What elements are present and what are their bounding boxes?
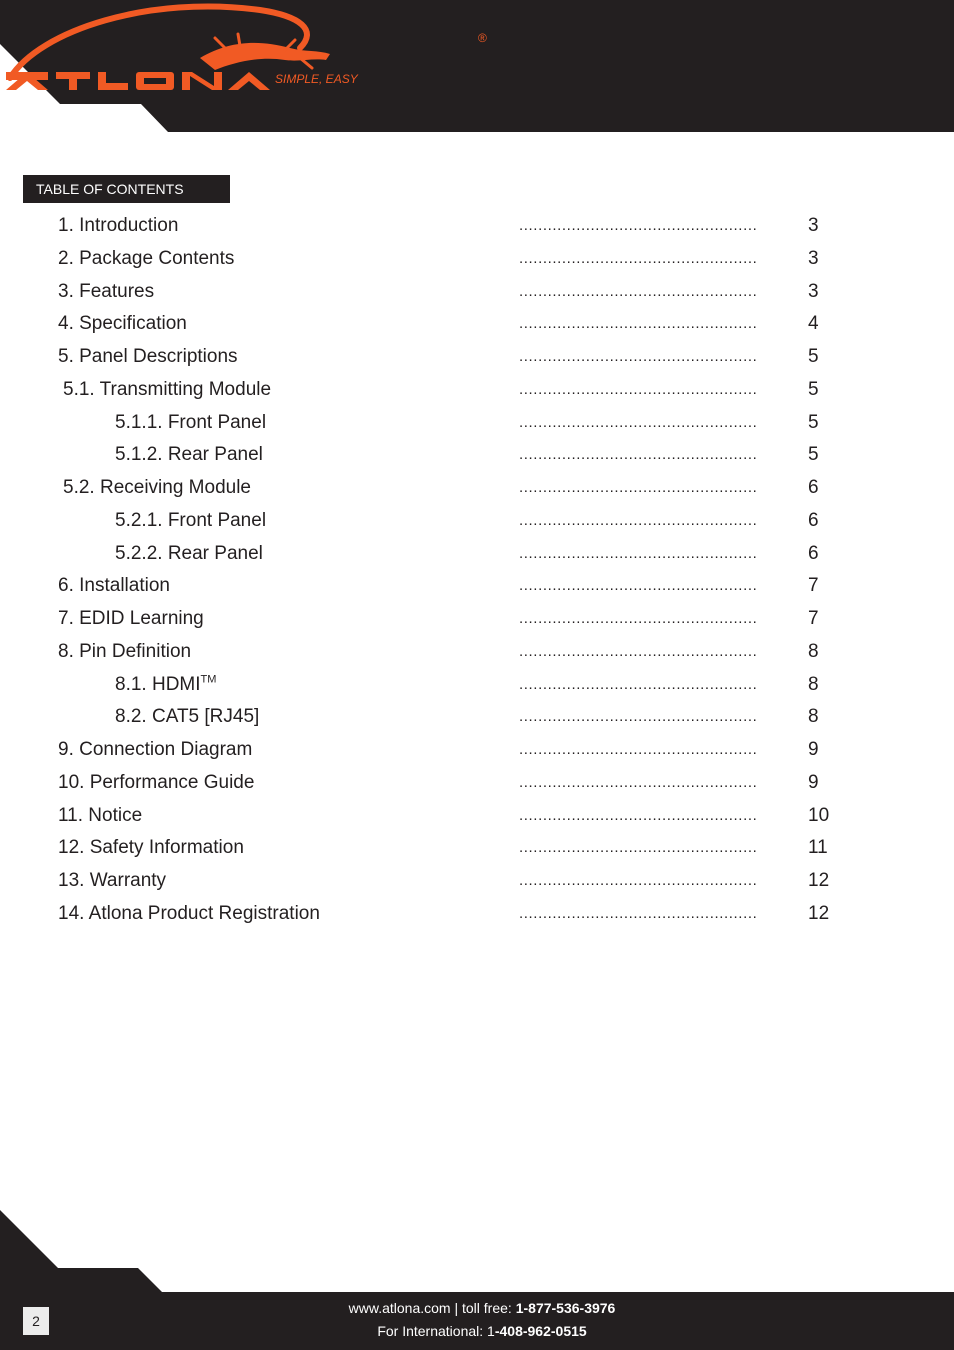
toc-entry[interactable] xyxy=(0,308,954,341)
toc-entry-title-text: 8.1. HDMI xyxy=(115,673,201,695)
toc-page-number: 12 xyxy=(808,902,830,924)
toc-entry-title-text: 3. Features xyxy=(58,280,155,302)
toc-entry-title-text: 2. Package Contents xyxy=(58,247,235,269)
page-number: 2 xyxy=(23,1307,49,1335)
toc-entry-title-text: 8.2. CAT5 [RJ45] xyxy=(115,706,260,728)
toc-dot-leader: .................................................. xyxy=(519,904,758,922)
toc-dot-leader: .................................................. xyxy=(519,642,758,660)
international-label: For International: 1 xyxy=(377,1323,495,1339)
toc-entry-title xyxy=(58,870,166,892)
toc-entry-title-text: 1. Introduction xyxy=(58,215,179,236)
toc-entry[interactable] xyxy=(0,210,954,243)
toc-entry[interactable] xyxy=(0,832,954,865)
toll-free-label: | toll free: xyxy=(450,1300,516,1316)
toc-entry-title-text: 6. Installation xyxy=(58,575,170,597)
toc-page-number: 3 xyxy=(808,247,819,269)
toc-entry[interactable] xyxy=(0,767,954,800)
toc-entry[interactable] xyxy=(0,734,954,767)
toc-entry[interactable] xyxy=(0,865,954,898)
toc-entry-title-text: 5.2. Receiving Module xyxy=(63,477,251,498)
toc-entry-title-text: 14. Atlona Product Registration xyxy=(58,902,320,924)
toc-entry[interactable] xyxy=(0,603,954,636)
toc-dot-leader: .................................................. xyxy=(519,282,758,300)
toc-entry-title xyxy=(58,608,204,630)
toc-page-number: 7 xyxy=(808,575,819,597)
toll-free-number: 1-877-536-3976 xyxy=(515,1300,616,1316)
toc-entry-title xyxy=(115,543,263,565)
toc-page-number: 3 xyxy=(808,280,819,302)
toc-dot-leader: .................................................. xyxy=(519,479,758,496)
toc-entry[interactable] xyxy=(0,701,954,734)
toc-entry-title xyxy=(63,379,271,401)
table-of-contents xyxy=(0,210,954,931)
toc-entry[interactable] xyxy=(0,472,954,505)
toc-entry[interactable] xyxy=(0,898,954,931)
footer-contact-line xyxy=(5,1300,954,1316)
toc-dot-leader: .................................................. xyxy=(519,249,758,267)
toc-page-number: 11 xyxy=(808,837,828,859)
toc-entry-title xyxy=(58,739,252,761)
website-link[interactable]: www.atlona.com xyxy=(348,1300,451,1316)
toc-dot-leader: .................................................. xyxy=(519,708,758,726)
toc-page-number: 8 xyxy=(808,673,819,695)
toc-dot-leader: .................................................. xyxy=(519,839,758,857)
footer-international-line xyxy=(5,1323,954,1339)
toc-page-number: 10 xyxy=(808,804,830,826)
page-header xyxy=(0,0,954,135)
toc-dot-leader: .................................................. xyxy=(519,544,758,562)
toc-entry[interactable] xyxy=(0,570,954,603)
toc-dot-leader: .................................................. xyxy=(519,511,758,529)
toc-entry-title-text: 10. Performance Guide xyxy=(58,771,255,793)
toc-dot-leader: .................................................. xyxy=(519,315,758,333)
toc-entry-title xyxy=(58,837,244,859)
toc-entry-title-text: 5.1. Transmitting Module xyxy=(63,378,272,400)
toc-entry-title xyxy=(63,477,251,499)
toc-page-number: 7 xyxy=(808,608,819,629)
toc-entry[interactable] xyxy=(0,374,954,407)
toc-dot-leader: .................................................. xyxy=(519,348,758,365)
toc-entry-title xyxy=(58,641,191,663)
trademark-superscript: TM xyxy=(200,673,217,686)
toc-page-number: 5 xyxy=(808,444,819,466)
toc-entry-title xyxy=(58,248,234,270)
toc-entry-title-text: 5.1.2. Rear Panel xyxy=(115,444,263,466)
toc-entry-title xyxy=(115,412,266,434)
toc-entry-title-text: 9. Connection Diagram xyxy=(58,739,253,760)
toc-page-number: 8 xyxy=(808,640,819,662)
international-number: -408-962-0515 xyxy=(494,1323,587,1339)
toc-entry-title xyxy=(58,215,178,237)
toc-entry-title xyxy=(115,674,216,696)
toc-dot-leader: .................................................. xyxy=(519,446,758,464)
toc-entry-title xyxy=(115,444,263,466)
brand-tagline: SIMPLE, EASY xyxy=(275,72,358,86)
toc-dot-leader: .................................................. xyxy=(519,741,758,758)
toc-entry-title-text: 8. Pin Definition xyxy=(58,640,192,662)
toc-dot-leader: .................................................. xyxy=(519,773,758,791)
toc-page-number: 3 xyxy=(808,215,819,236)
toc-entry-title xyxy=(58,346,238,368)
toc-entry[interactable] xyxy=(0,243,954,276)
toc-entry-title-text: 7. EDID Learning xyxy=(58,608,204,629)
toc-dot-leader: .................................................. xyxy=(519,872,758,889)
toc-entry-title-text: 5.1.1. Front Panel xyxy=(115,411,267,433)
toc-entry[interactable] xyxy=(0,636,954,669)
toc-entry-title xyxy=(58,281,154,303)
toc-dot-leader: .................................................. xyxy=(519,675,758,693)
toc-entry-title xyxy=(58,903,320,925)
toc-entry-title-text: 5.2.1. Front Panel xyxy=(115,509,267,531)
toc-page-number: 9 xyxy=(808,771,819,793)
registered-mark: ® xyxy=(478,31,487,45)
toc-entry-title xyxy=(58,575,170,597)
toc-dot-leader: .................................................. xyxy=(519,577,758,595)
toc-dot-leader: .................................................. xyxy=(519,413,758,431)
toc-page-number: 9 xyxy=(808,739,819,760)
toc-entry[interactable] xyxy=(0,407,954,440)
toc-page-number: 5 xyxy=(808,411,819,433)
toc-entry-title xyxy=(115,510,266,532)
toc-page-number: 6 xyxy=(808,509,819,531)
toc-entry-title-text: 5. Panel Descriptions xyxy=(58,346,238,367)
toc-page-number: 4 xyxy=(808,313,819,335)
toc-entry-title xyxy=(115,706,259,728)
toc-entry[interactable] xyxy=(0,800,954,833)
toc-dot-leader: .................................................. xyxy=(519,806,758,824)
toc-page-number: 12 xyxy=(808,870,830,891)
toc-entry-title-text: 4. Specification xyxy=(58,313,187,335)
toc-heading: TABLE OF CONTENTS xyxy=(23,175,230,203)
toc-entry[interactable] xyxy=(0,505,954,538)
toc-entry[interactable] xyxy=(0,276,954,309)
toc-entry[interactable] xyxy=(0,669,954,702)
toc-entry-title-text: 12. Safety Information xyxy=(58,837,244,859)
toc-entry-title-text: 5.2.2. Rear Panel xyxy=(115,542,263,564)
toc-page-number: 6 xyxy=(808,542,819,564)
toc-entry[interactable] xyxy=(0,538,954,571)
toc-dot-leader: .................................................. xyxy=(519,380,758,398)
toc-entry-title xyxy=(58,772,254,794)
toc-page-number: 8 xyxy=(808,706,819,728)
toc-entry-title xyxy=(58,313,187,335)
toc-entry[interactable] xyxy=(0,439,954,472)
toc-entry-title-text: 11. Notice xyxy=(58,804,143,826)
toc-dot-leader: .................................................. xyxy=(519,217,758,234)
toc-dot-leader: .................................................. xyxy=(519,610,758,627)
toc-entry[interactable] xyxy=(0,341,954,374)
toc-page-number: 5 xyxy=(808,378,819,400)
toc-page-number: 6 xyxy=(808,477,819,498)
toc-entry-title xyxy=(58,805,142,827)
toc-page-number: 5 xyxy=(808,346,819,367)
toc-entry-title-text: 13. Warranty xyxy=(58,870,167,891)
